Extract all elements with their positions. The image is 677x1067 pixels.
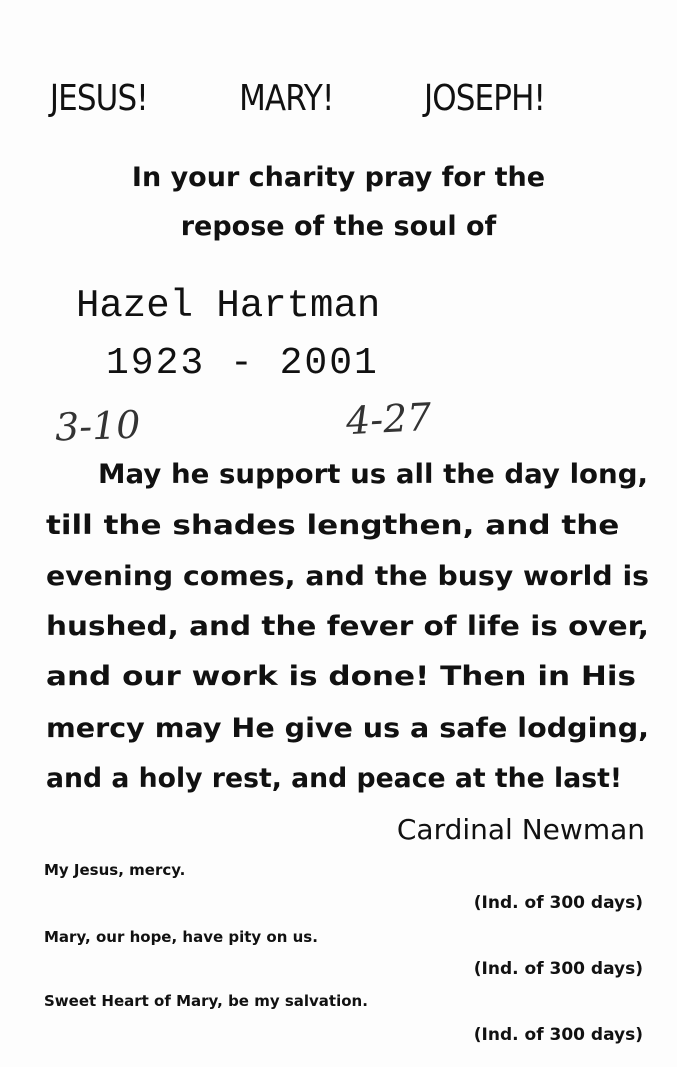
prayer-line: evening comes, and the busy world is <box>46 561 649 592</box>
prayer-line: May he support us all the day long, <box>98 459 648 490</box>
prayer-line: till the shades lengthen, and the <box>46 510 620 541</box>
header-mary: MARY! <box>239 78 334 119</box>
ejaculation-text: Sweet Heart of Mary, be my salvation. <box>44 992 368 1010</box>
prayer-line: and our work is done! Then in His <box>46 661 637 692</box>
indulgence-note: (Ind. of 300 days) <box>473 1025 643 1045</box>
indulgence-note: (Ind. of 300 days) <box>473 893 643 913</box>
handwritten-birth-date: 3-10 <box>54 402 142 450</box>
header-jesus: JESUS! <box>49 78 148 119</box>
card-header <box>0 78 582 128</box>
prayer-line: hushed, and the fever of life is over, <box>46 611 649 642</box>
indulgence-note: (Ind. of 300 days) <box>473 959 643 979</box>
deceased-name: Hazel Hartman <box>76 284 381 328</box>
prayer-author: Cardinal Newman <box>396 813 645 846</box>
intro-line-1: In your charity pray for the <box>131 162 546 193</box>
ejaculation-text: Mary, our hope, have pity on us. <box>44 928 318 946</box>
intro-line-2: repose of the soul of <box>180 211 497 242</box>
prayer-line: and a holy rest, and peace at the last! <box>46 763 622 794</box>
ejaculation-text: My Jesus, mercy. <box>44 861 186 879</box>
prayer-line: mercy may He give us a safe lodging, <box>46 713 649 744</box>
header-joseph: JOSEPH! <box>423 78 546 119</box>
deceased-years: 1923 - 2001 <box>106 342 379 385</box>
handwritten-death-date: 4-27 <box>344 394 433 444</box>
